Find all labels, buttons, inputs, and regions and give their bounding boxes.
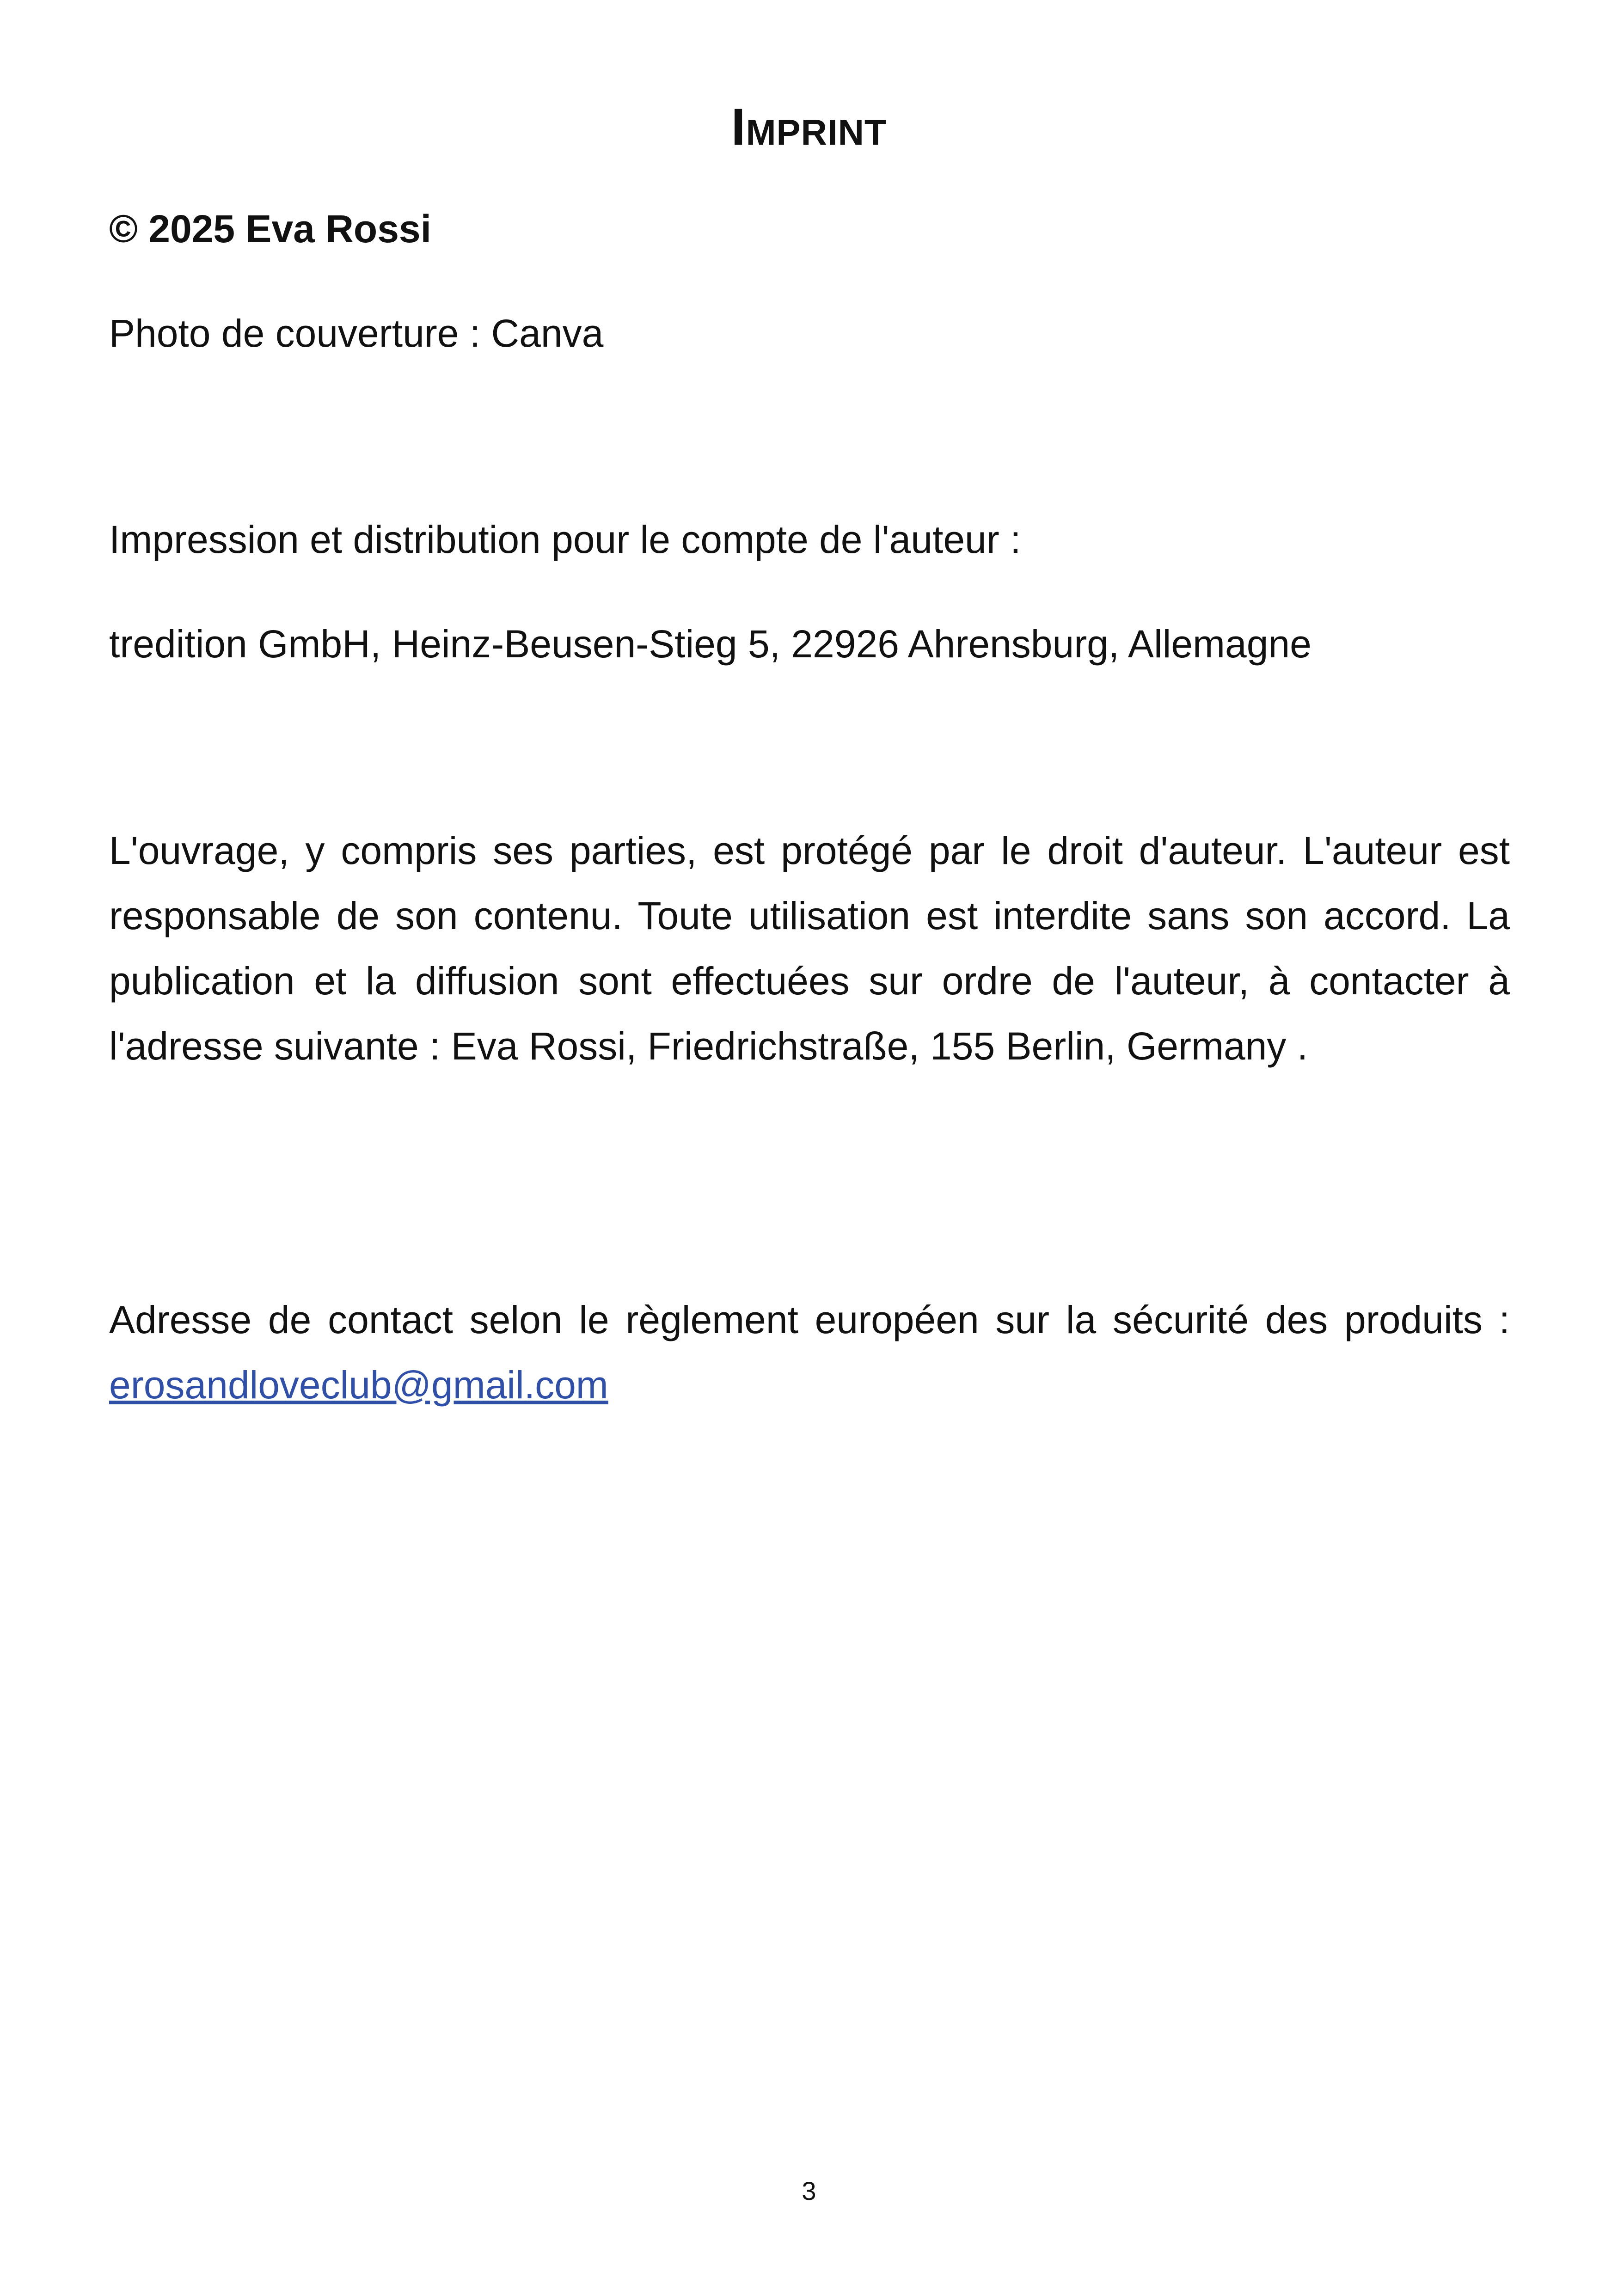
printing-label: Impression et distribution pour le compte de l'auteur :	[109, 518, 1021, 561]
contact-intro: Adresse de contact selon le règlement européen sur la sécurité des produits :	[109, 1298, 1510, 1341]
contact-email-link[interactable]: erosandloveclub@gmail.com	[109, 1363, 608, 1407]
page-number: 3	[802, 2176, 816, 2205]
copyright-notice: L'ouvrage, y compris ses parties, est protégé par le droit d'auteur. L'auteur est responsable de son contenu. Toute utilisation est interdite sans son accord. La publication et la diffusion sont effectuées sur ordre de l'auteur, à contacter à l'adresse suivante : Eva Rossi, Friedrichstraße, 155 Berlin, Germany .	[109, 829, 1510, 1068]
cover-photo-credit: Photo de couverture : Canva	[109, 312, 604, 355]
contact-paragraph	[109, 1287, 1510, 1418]
copyright-line: © 2025 Eva Rossi	[109, 207, 431, 251]
page-title: Imprint	[731, 98, 887, 156]
printer-address: tredition GmbH, Heinz-Beusen-Stieg 5, 22926 Ahrensburg, Allemagne	[109, 622, 1312, 666]
